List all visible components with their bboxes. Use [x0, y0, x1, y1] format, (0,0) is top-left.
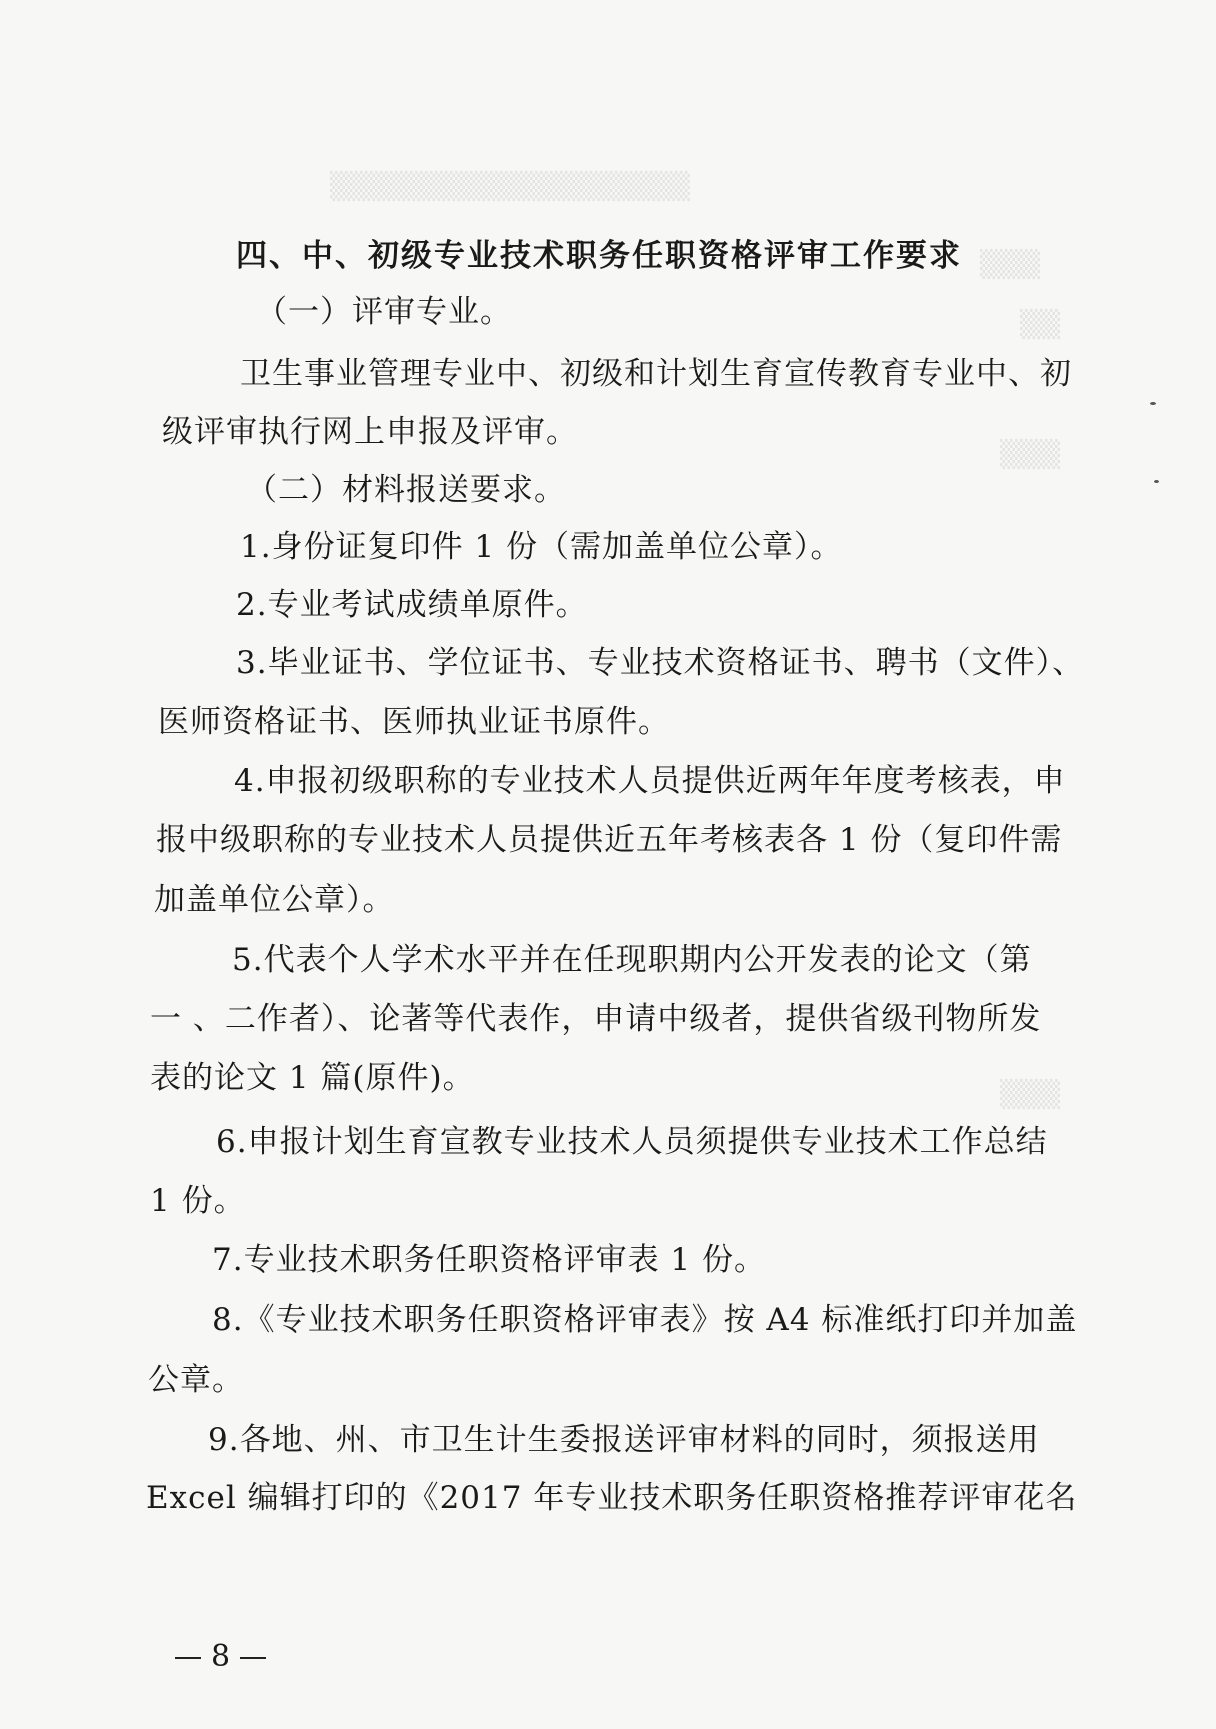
- list-item: 4.申报初级职称的专业技术人员提供近两年年度考核表，申: [234, 763, 1066, 799]
- list-item: 6.申报计划生育宣教专业技术人员须提供专业技术工作总结: [216, 1124, 1048, 1160]
- list-item-continuation: 医师资格证书、医师执业证书原件。: [158, 704, 670, 740]
- list-item: 2.专业考试成绩单原件。: [236, 587, 588, 623]
- list-item-continuation: 1 份。: [150, 1183, 246, 1219]
- section-heading: 四、中、初级专业技术职务任职资格评审工作要求: [236, 238, 962, 274]
- list-item: 7.专业技术职务任职资格评审表 1 份。: [212, 1242, 767, 1278]
- list-item: 8.《专业技术职务任职资格评审表》按 A4 标准纸打印并加盖: [212, 1302, 1078, 1338]
- list-item: 1.身份证复印件 1 份（需加盖单位公章）。: [240, 529, 843, 565]
- list-item-continuation: 表的论文 1 篇(原件)。: [150, 1060, 475, 1096]
- list-item: 9.各地、州、市卫生计生委报送评审材料的同时，须报送用: [208, 1422, 1040, 1458]
- bleed-through-text: ▒▒: [1020, 310, 1060, 340]
- subheading-evaluation-major: （一）评审专业。: [256, 294, 512, 330]
- bleed-through-text: ▒▒▒▒▒▒▒▒▒▒▒▒▒▒▒▒▒▒: [330, 172, 690, 202]
- dash-right: [240, 1657, 266, 1659]
- page-number-value: 8: [211, 1639, 231, 1674]
- dash-left: [175, 1657, 201, 1659]
- list-item-continuation: 加盖单位公章）。: [154, 882, 395, 918]
- bleed-through-text: ▒▒▒: [1000, 1080, 1060, 1110]
- scan-speck: [1154, 480, 1159, 483]
- list-item-continuation: Excel 编辑打印的《2017 年专业技术职务任职资格推荐评审花名: [146, 1480, 1078, 1516]
- list-item: 5.代表个人学术水平并在任现职期内公开发表的论文（第: [232, 942, 1032, 978]
- page-number: [165, 1637, 276, 1677]
- list-item: 3.毕业证书、学位证书、专业技术资格证书、聘书（文件）、: [236, 645, 1085, 681]
- paragraph-line: 级评审执行网上申报及评审。: [162, 414, 578, 450]
- scan-speck: [1150, 402, 1156, 405]
- subheading-material-requirements: （二）材料报送要求。: [246, 472, 566, 508]
- bleed-through-text: ▒▒▒: [980, 250, 1040, 280]
- list-item-continuation: 一 、二作者）、论著等代表作，申请中级者，提供省级刊物所发: [150, 1001, 1042, 1037]
- bleed-through-text: ▒▒▒: [1000, 440, 1060, 470]
- list-item-continuation: 报中级职称的专业技术人员提供近五年考核表各 1 份（复印件需: [156, 822, 1063, 858]
- list-item-continuation: 公章。: [148, 1362, 244, 1398]
- paragraph-line: 卫生事业管理专业中、初级和计划生育宣传教育专业中、初: [240, 356, 1072, 392]
